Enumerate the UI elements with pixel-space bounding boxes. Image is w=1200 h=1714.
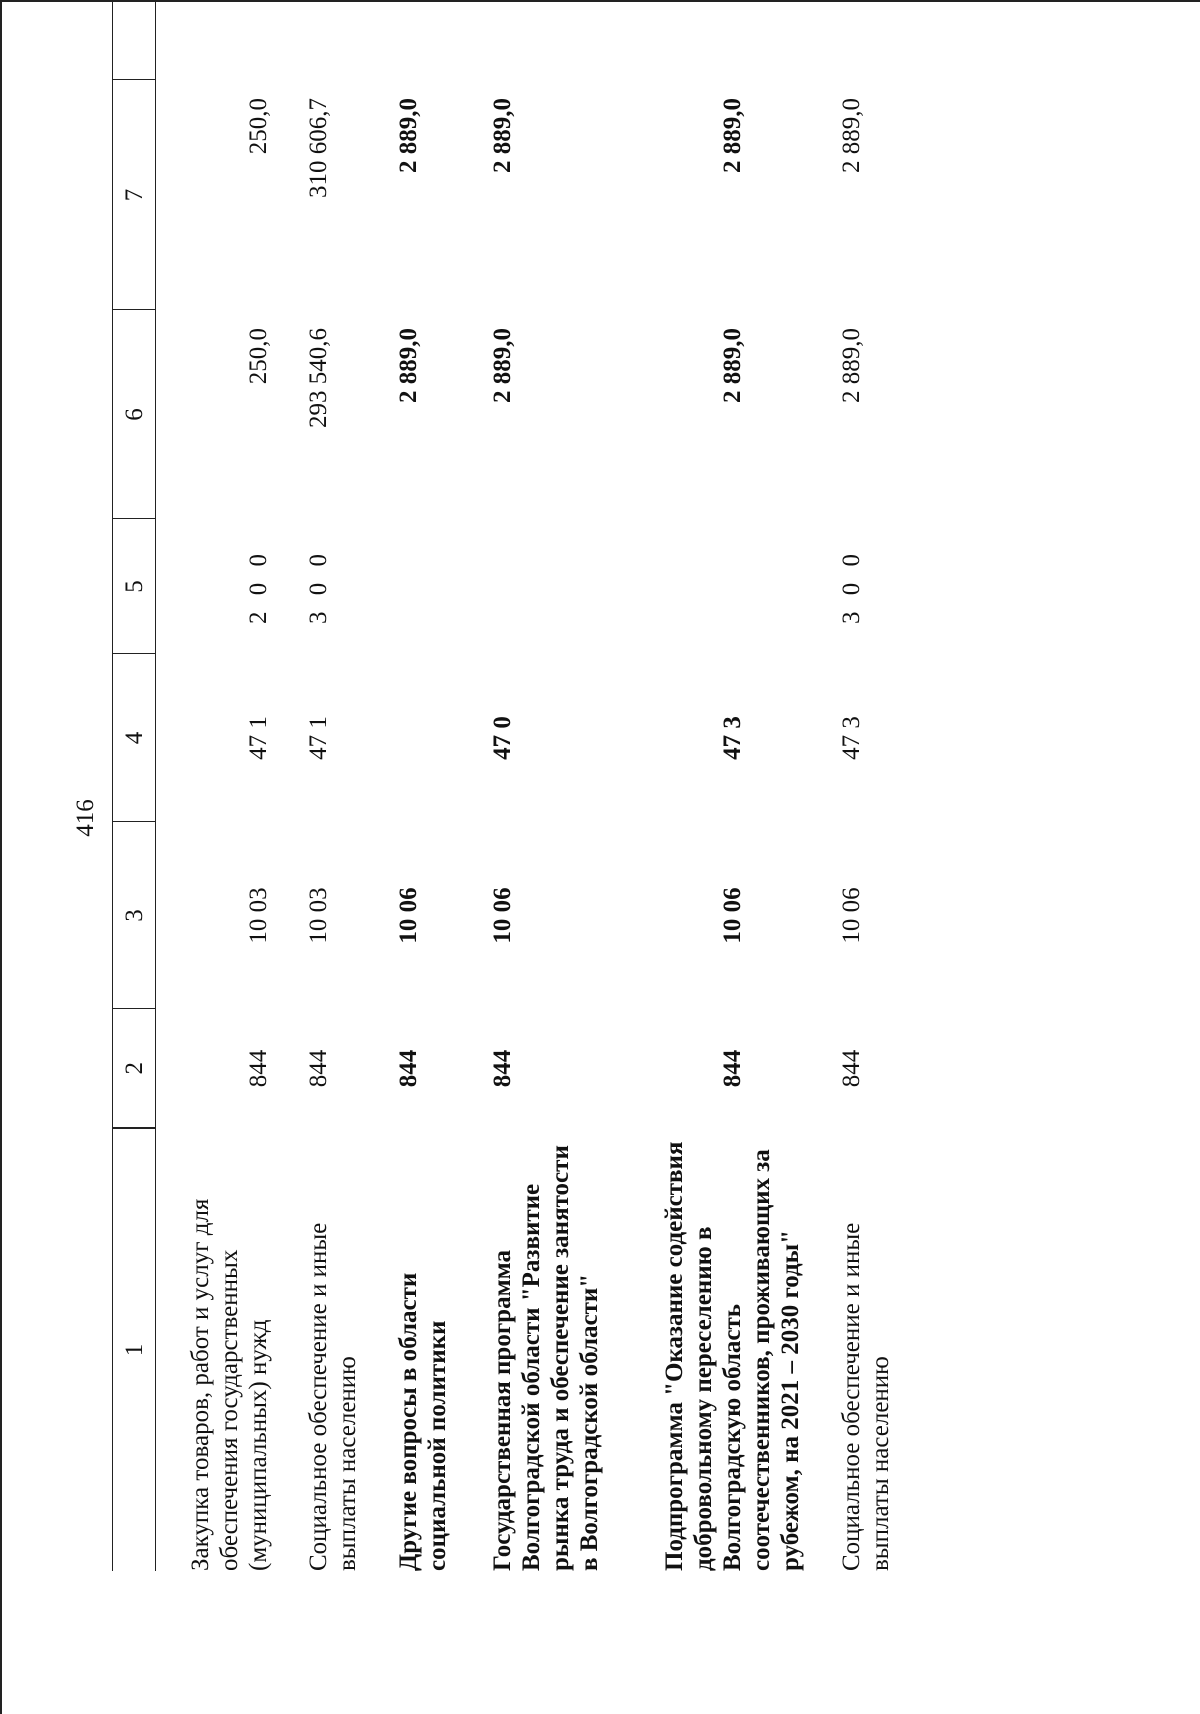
amount-cell-8 (604, 0, 805, 80)
expense-type-cell: 2 0 0 (245, 549, 272, 624)
row-name: Закупка товаров, работ и услуг для обеспечения государственных (муниципальных) нужд (187, 1198, 272, 1571)
column-header-2: 2 (113, 1009, 156, 1128)
column-header-8 (113, 0, 156, 80)
program-cell: 47 1 (245, 716, 272, 760)
expense-type-cell (604, 519, 805, 654)
amount-cell-7: 2 889,0 (719, 98, 746, 173)
code-cell: 844 (395, 1049, 422, 1088)
row-name: Государственная программа Волгоградской области "Развитие рынка труда и обеспечение занятости в Волгоградской области" (489, 1145, 603, 1571)
code-cell: 844 (245, 1049, 272, 1088)
table-row (452, 0, 604, 1571)
program-cell: 47 0 (489, 716, 516, 760)
section-cell: 10 06 (489, 887, 516, 944)
code-cell: 844 (719, 1049, 746, 1088)
column-header-1: 1 (113, 1128, 156, 1571)
table-row (273, 0, 362, 1571)
page-number: 416 (72, 799, 99, 837)
amount-cell-7: 310 606,7 (305, 98, 332, 198)
table-row (156, 0, 274, 1571)
table-row (805, 0, 895, 1571)
expense-type-cell (452, 519, 604, 654)
expense-type-cell: 3 0 0 (838, 549, 865, 624)
code-cell: 844 (838, 1049, 865, 1088)
amount-cell-6: 2 889,0 (838, 328, 865, 403)
row-name: Социальное обеспечение и иные выплаты населению (838, 1222, 894, 1571)
section-cell: 10 03 (245, 887, 272, 944)
amount-cell-6: 293 540,6 (305, 328, 332, 428)
program-cell: 47 3 (719, 716, 746, 760)
amount-cell-8 (156, 0, 274, 80)
row-name: Социальное обеспечение и иные выплаты населению (305, 1222, 361, 1571)
column-header-3: 3 (113, 822, 156, 1009)
amount-cell-7: 250,0 (245, 98, 272, 155)
column-header-5: 5 (113, 519, 156, 654)
amount-cell-6: 2 889,0 (489, 328, 516, 403)
table-row (604, 0, 805, 1571)
program-cell: 47 3 (838, 716, 865, 760)
section-cell: 10 06 (719, 887, 746, 944)
program-cell (362, 654, 452, 822)
section-cell: 10 03 (305, 887, 332, 944)
amount-cell-6: 2 889,0 (719, 328, 746, 403)
amount-cell-7: 2 889,0 (489, 98, 516, 173)
amount-cell-8 (452, 0, 604, 80)
expense-type-cell (362, 519, 452, 654)
section-cell: 10 06 (395, 887, 422, 944)
column-header-7: 7 (113, 80, 156, 310)
column-header-4: 4 (113, 654, 156, 822)
amount-cell-6: 2 889,0 (395, 328, 422, 403)
row-name: Другие вопросы в области социальной политики (395, 1272, 451, 1571)
amount-cell-7: 2 889,0 (838, 98, 865, 173)
amount-cell-8 (273, 0, 362, 80)
code-cell: 844 (305, 1049, 332, 1088)
column-header-6: 6 (113, 310, 156, 519)
amount-cell-7: 2 889,0 (395, 98, 422, 173)
program-cell: 47 1 (305, 716, 332, 760)
budget-table (112, 0, 895, 1571)
header-row (113, 0, 156, 1571)
amount-cell-6: 250,0 (245, 328, 272, 385)
code-cell: 844 (489, 1049, 516, 1088)
row-name: Подпрограмма "Оказание содействия добровольному переселению в Волгоградскую область соотечественников, проживающих за рубежом, на 2021 – 2030 годы" (661, 1141, 804, 1571)
section-cell: 10 06 (838, 887, 865, 944)
expense-type-cell: 3 0 0 (305, 549, 332, 624)
amount-cell-8 (362, 0, 452, 80)
amount-cell-8 (805, 0, 895, 80)
table-row (362, 0, 452, 1571)
